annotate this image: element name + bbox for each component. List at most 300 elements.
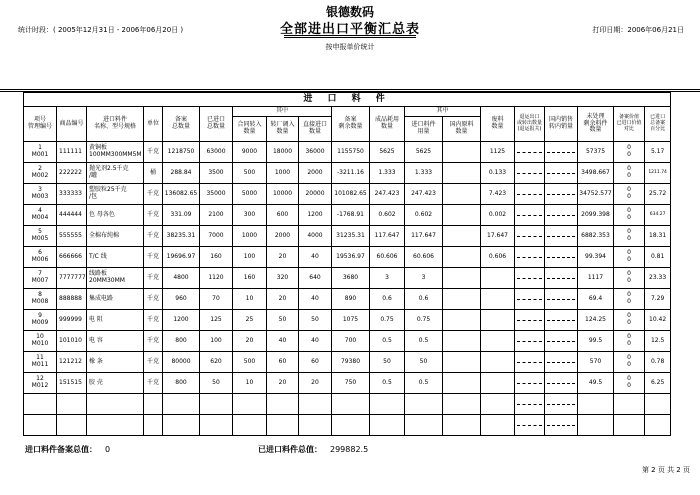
cell-direct-in: 36000 xyxy=(299,142,332,163)
cell-contract-in: 10 xyxy=(233,373,267,394)
dashed-placeholder xyxy=(547,257,575,258)
cell-empty xyxy=(163,415,200,436)
cell-factory-in: 50 xyxy=(267,310,299,331)
dashed-placeholder xyxy=(517,383,543,384)
cell-imported: 35000 xyxy=(200,184,233,205)
cell-return-export xyxy=(515,373,545,394)
col-product-use: 成品耗用 数量 xyxy=(370,107,405,142)
company-name: 银德数码 xyxy=(325,5,374,19)
cell-remain: 31235.31 xyxy=(332,226,370,247)
cell-return-export xyxy=(515,310,545,331)
cell-product-use: 0.6 xyxy=(370,289,405,310)
cell-seq: 10 M010 xyxy=(24,331,57,352)
dashed-placeholder xyxy=(547,425,575,426)
table-row xyxy=(24,247,671,268)
cell-domestic-sale xyxy=(545,184,578,205)
group-header-1: 其中 xyxy=(233,107,332,117)
cell-imported: 3500 xyxy=(200,163,233,184)
cell-unprocessed: 6882.353 xyxy=(578,226,614,247)
period-label: 统计时段： xyxy=(18,26,53,34)
col-contract-in: 合同转入 数量 xyxy=(233,117,267,142)
col-code: 商品编号 xyxy=(57,107,87,142)
cell-imported: 50 xyxy=(200,373,233,394)
cell-code: 7777777 xyxy=(57,268,87,289)
dashed-placeholder xyxy=(547,362,575,363)
cell-scrap: 7.423 xyxy=(481,184,515,205)
table-row xyxy=(24,226,671,247)
cell-direct-in: 20000 xyxy=(299,184,332,205)
cell-empty xyxy=(332,394,370,415)
cell-ratio-pct: 23.33 xyxy=(645,268,671,289)
cell-code: 555555 xyxy=(57,226,87,247)
dashed-placeholder xyxy=(517,320,543,321)
cell-return-export xyxy=(515,289,545,310)
cell-scrap: 17.647 xyxy=(481,226,515,247)
cell-scrap xyxy=(481,268,515,289)
table-row xyxy=(24,163,671,184)
cell-filed: 800 xyxy=(163,373,200,394)
col-filed-total: 备案 总数量 xyxy=(163,107,200,142)
dashed-placeholder xyxy=(547,215,575,216)
cell-ratio-pct: 18.31 xyxy=(645,226,671,247)
cell-scrap xyxy=(481,352,515,373)
period-value: ( 2005年12月31日 - 2006年06月20日 ) xyxy=(53,26,184,34)
cell-contract-in: 10 xyxy=(233,289,267,310)
cell-imported: 7000 xyxy=(200,226,233,247)
cell-unprocessed: 57375 xyxy=(578,142,614,163)
col-scrap: 废料 数量 xyxy=(481,107,515,142)
cell-value-ratio: 0 0 xyxy=(614,184,645,205)
dashed-placeholder xyxy=(547,278,575,279)
cell-domestic-use xyxy=(443,268,481,289)
cell-unprocessed: 570 xyxy=(578,352,614,373)
table-row xyxy=(24,331,671,352)
cell-product-use: 0.75 xyxy=(370,310,405,331)
cell-empty xyxy=(332,415,370,436)
cell-empty xyxy=(443,394,481,415)
cell-factory-in: 20 xyxy=(267,247,299,268)
cell-contract-in: 20 xyxy=(233,331,267,352)
period-info xyxy=(18,25,183,35)
cell-direct-in: 640 xyxy=(299,268,332,289)
cell-product-use: 0.602 xyxy=(370,205,405,226)
col-domestic-sale: 国内销售 转内销量 xyxy=(545,107,578,142)
cell-code: 444444 xyxy=(57,205,87,226)
dashed-placeholder xyxy=(517,299,543,300)
col-imported-total: 已进口 总数量 xyxy=(200,107,233,142)
cell-filed: 136082.65 xyxy=(163,184,200,205)
cell-direct-in: 40 xyxy=(299,247,332,268)
cell-name: 塑胶粒25千克 /包 xyxy=(87,184,144,205)
title-underline xyxy=(284,35,416,36)
empty-row xyxy=(24,415,671,436)
cell-ratio-pct: 10.42 xyxy=(645,310,671,331)
cell-empty xyxy=(370,415,405,436)
dashed-placeholder xyxy=(547,299,575,300)
col-return-export: 退运出口 或转出数量 (退运报关) xyxy=(515,107,545,142)
cell-empty xyxy=(233,394,267,415)
cell-value-ratio: 0 0 xyxy=(614,268,645,289)
cell-filed: 38235.31 xyxy=(163,226,200,247)
cell-unprocessed: 49.5 xyxy=(578,373,614,394)
banner-row xyxy=(24,93,671,107)
cell-imported: 2100 xyxy=(200,205,233,226)
table-row xyxy=(24,268,671,289)
cell-domestic-sale xyxy=(545,331,578,352)
cell-domestic-use xyxy=(443,352,481,373)
cell-value-ratio: 0 0 xyxy=(614,289,645,310)
cell-domestic-use xyxy=(443,205,481,226)
cell-unprocessed: 3498.667 xyxy=(578,163,614,184)
cell-direct-in: 40 xyxy=(299,289,332,310)
cell-ratio-pct: 0.78 xyxy=(645,352,671,373)
dashed-placeholder xyxy=(517,236,543,237)
cell-contract-in: 500 xyxy=(233,352,267,373)
cell-scrap xyxy=(481,310,515,331)
cell-return-export xyxy=(515,184,545,205)
cell-return-export xyxy=(515,163,545,184)
cell-domestic-use xyxy=(443,142,481,163)
dashed-placeholder xyxy=(547,194,575,195)
cell-material-use: 0.6 xyxy=(405,289,443,310)
cell-filed: 331.09 xyxy=(163,205,200,226)
cell-domestic-sale xyxy=(545,310,578,331)
cell-empty xyxy=(57,415,87,436)
cell-seq: 11 M011 xyxy=(24,352,57,373)
col-factory-in: 转厂调入 数量 xyxy=(267,117,299,142)
cell-empty xyxy=(299,415,332,436)
cell-code: 101010 xyxy=(57,331,87,352)
print-date-value: 2006年06月21日 xyxy=(627,26,684,34)
cell-empty xyxy=(405,415,443,436)
cell-domestic-sale xyxy=(545,352,578,373)
dashed-placeholder xyxy=(517,194,543,195)
cell-material-use: 0.5 xyxy=(405,373,443,394)
col-ratio-pct: 已进口 总备案 百分比 xyxy=(645,107,671,142)
report-subtitle: 按申报单价统计 xyxy=(325,43,375,51)
cell-return-export xyxy=(515,226,545,247)
cell-filed: 288.84 xyxy=(163,163,200,184)
cell-unprocessed: 69.4 xyxy=(578,289,614,310)
cell-name: 电 阻 xyxy=(87,310,144,331)
cell-empty xyxy=(370,394,405,415)
col-unprocessed: 未处理 剩余料件 数量 xyxy=(578,107,614,142)
cell-scrap: 0.133 xyxy=(481,163,515,184)
header-rule xyxy=(0,89,700,90)
dashed-placeholder xyxy=(547,236,575,237)
cell-ratio-pct: 25.72 xyxy=(645,184,671,205)
cell-remain: -1768.91 xyxy=(332,205,370,226)
dashed-placeholder xyxy=(547,152,575,153)
dashed-placeholder xyxy=(517,341,543,342)
dashed-placeholder xyxy=(517,362,543,363)
cell-seq: 2 M002 xyxy=(24,163,57,184)
banner-import-materials: 进 口 料 件 xyxy=(24,93,671,107)
cell-direct-in: 20 xyxy=(299,373,332,394)
cell-remain: 1155750 xyxy=(332,142,370,163)
cell-unit: 千克 xyxy=(144,331,163,352)
cell-material-use: 50 xyxy=(405,352,443,373)
cell-empty xyxy=(443,415,481,436)
cell-domestic-sale xyxy=(545,373,578,394)
cell-contract-in: 9000 xyxy=(233,142,267,163)
cell-code: 999999 xyxy=(57,310,87,331)
cell-direct-in: 1200 xyxy=(299,205,332,226)
balance-table xyxy=(23,92,671,436)
cell-remain: 101082.65 xyxy=(332,184,370,205)
cell-seq: 12 M012 xyxy=(24,373,57,394)
imported-total-value: 299882.5 xyxy=(330,445,369,454)
cell-remain: 890 xyxy=(332,289,370,310)
cell-product-use: 3 xyxy=(370,268,405,289)
cell-value-ratio: 0 0 xyxy=(614,310,645,331)
cell-unit: 千克 xyxy=(144,289,163,310)
cell-direct-in: 40 xyxy=(299,331,332,352)
cell-seq: 3 M003 xyxy=(24,184,57,205)
cell-empty xyxy=(515,394,545,415)
cell-scrap xyxy=(481,289,515,310)
col-remain: 备案 剩余数量 xyxy=(332,107,370,142)
cell-factory-in: 10000 xyxy=(267,184,299,205)
cell-product-use: 247.423 xyxy=(370,184,405,205)
cell-empty xyxy=(614,394,645,415)
cell-product-use: 0.5 xyxy=(370,331,405,352)
dashed-placeholder xyxy=(517,152,543,153)
cell-seq: 4 M004 xyxy=(24,205,57,226)
cell-empty xyxy=(545,415,578,436)
imported-total-summary xyxy=(258,444,368,455)
col-unit: 单位 xyxy=(144,107,163,142)
cell-direct-in: 4000 xyxy=(299,226,332,247)
cell-unit: 千克 xyxy=(144,352,163,373)
cell-remain: 1075 xyxy=(332,310,370,331)
cell-unit: 千克 xyxy=(144,247,163,268)
cell-empty xyxy=(144,415,163,436)
cell-ratio-pct: 6.25 xyxy=(645,373,671,394)
cell-scrap: 0.002 xyxy=(481,205,515,226)
cell-code: 121212 xyxy=(57,352,87,373)
cell-value-ratio: 0 0 xyxy=(614,226,645,247)
col-material-use: 进口料件 用量 xyxy=(405,117,443,142)
cell-filed: 1218750 xyxy=(163,142,200,163)
cell-code: 888888 xyxy=(57,289,87,310)
cell-code: 222222 xyxy=(57,163,87,184)
cell-empty xyxy=(645,394,671,415)
cell-unit: 千克 xyxy=(144,373,163,394)
cell-product-use: 5625 xyxy=(370,142,405,163)
cell-remain: 19536.97 xyxy=(332,247,370,268)
cell-product-use: 0.5 xyxy=(370,373,405,394)
cell-scrap xyxy=(481,331,515,352)
filed-total-value: 0 xyxy=(105,445,111,454)
cell-imported: 70 xyxy=(200,289,233,310)
cell-material-use: 5625 xyxy=(405,142,443,163)
dashed-placeholder xyxy=(517,425,543,426)
group-header-2: 其中 xyxy=(405,107,481,117)
cell-direct-in: 2000 xyxy=(299,163,332,184)
cell-seq: 5 M005 xyxy=(24,226,57,247)
cell-material-use: 247.423 xyxy=(405,184,443,205)
cell-ratio-pct: 0.81 xyxy=(645,247,671,268)
cell-unprocessed: 99.394 xyxy=(578,247,614,268)
imported-total-label: 已进口料件总值： xyxy=(258,445,322,454)
col-direct-in: 直接进口 数量 xyxy=(299,117,332,142)
cell-empty xyxy=(515,415,545,436)
cell-name: 集成电路 xyxy=(87,289,144,310)
cell-imported: 1120 xyxy=(200,268,233,289)
cell-seq: 1 M001 xyxy=(24,142,57,163)
cell-imported: 160 xyxy=(200,247,233,268)
cell-return-export xyxy=(515,331,545,352)
cell-factory-in: 1000 xyxy=(267,163,299,184)
cell-direct-in: 60 xyxy=(299,352,332,373)
cell-product-use: 60.606 xyxy=(370,247,405,268)
cell-seq: 6 M006 xyxy=(24,247,57,268)
cell-material-use: 117.647 xyxy=(405,226,443,247)
dashed-placeholder xyxy=(547,320,575,321)
cell-domestic-sale xyxy=(545,289,578,310)
dashed-placeholder xyxy=(547,404,575,405)
cell-empty xyxy=(200,394,233,415)
dashed-placeholder xyxy=(517,215,543,216)
dashed-placeholder xyxy=(517,278,543,279)
cell-material-use: 0.5 xyxy=(405,331,443,352)
cell-empty xyxy=(233,415,267,436)
cell-name: 抛光剂2.5千克 /罐 xyxy=(87,163,144,184)
cell-filed: 4800 xyxy=(163,268,200,289)
cell-value-ratio: 0 0 xyxy=(614,163,645,184)
dashed-placeholder xyxy=(517,404,543,405)
title-underline-2 xyxy=(284,37,416,38)
cell-value-ratio: 0 0 xyxy=(614,205,645,226)
cell-empty xyxy=(481,394,515,415)
cell-domestic-use xyxy=(443,331,481,352)
cell-empty xyxy=(24,394,57,415)
cell-empty xyxy=(614,415,645,436)
cell-imported: 125 xyxy=(200,310,233,331)
cell-domestic-use xyxy=(443,373,481,394)
cell-empty xyxy=(24,415,57,436)
cell-domestic-sale xyxy=(545,163,578,184)
cell-value-ratio: 0 0 xyxy=(614,142,645,163)
cell-remain: 750 xyxy=(332,373,370,394)
cell-name: 全棉布纯棉 xyxy=(87,226,144,247)
page-number: 第 2 页 共 2 页 xyxy=(641,466,690,474)
cell-ratio-pct: 634.27 xyxy=(645,205,671,226)
cell-unit: 千克 xyxy=(144,142,163,163)
cell-domestic-use xyxy=(443,247,481,268)
header-row-1 xyxy=(24,107,671,117)
cell-product-use: 117.647 xyxy=(370,226,405,247)
col-name: 进口料件 名称、型号规格 xyxy=(87,107,144,142)
cell-factory-in: 60 xyxy=(267,352,299,373)
cell-factory-in: 320 xyxy=(267,268,299,289)
cell-value-ratio: 0 0 xyxy=(614,331,645,352)
cell-empty xyxy=(578,415,614,436)
cell-factory-in: 40 xyxy=(267,331,299,352)
cell-empty xyxy=(200,415,233,436)
cell-domestic-use xyxy=(443,310,481,331)
cell-imported: 100 xyxy=(200,331,233,352)
cell-domestic-sale xyxy=(545,268,578,289)
dashed-placeholder xyxy=(547,173,575,174)
cell-ratio-pct: 5.17 xyxy=(645,142,671,163)
cell-product-use: 1.333 xyxy=(370,163,405,184)
cell-domestic-sale xyxy=(545,247,578,268)
cell-empty xyxy=(87,415,144,436)
cell-ratio-pct: 12.5 xyxy=(645,331,671,352)
cell-unit: 千克 xyxy=(144,310,163,331)
cell-imported: 63000 xyxy=(200,142,233,163)
cell-domestic-use xyxy=(443,226,481,247)
cell-code: 666666 xyxy=(57,247,87,268)
cell-material-use: 1.333 xyxy=(405,163,443,184)
cell-return-export xyxy=(515,205,545,226)
cell-name: 色 母各色 xyxy=(87,205,144,226)
cell-ratio-pct: 1211.74 xyxy=(645,163,671,184)
cell-unprocessed: 34752.577 xyxy=(578,184,614,205)
cell-material-use: 60.606 xyxy=(405,247,443,268)
cell-empty xyxy=(545,394,578,415)
report-title: 全部进出口平衡汇总表 xyxy=(279,22,420,37)
cell-unprocessed: 99.5 xyxy=(578,331,614,352)
cell-filed: 1200 xyxy=(163,310,200,331)
filed-total-label: 进口料件备案总值： xyxy=(25,445,97,454)
cell-empty xyxy=(481,415,515,436)
cell-code: 111111 xyxy=(57,142,87,163)
cell-domestic-sale xyxy=(545,142,578,163)
cell-factory-in: 20 xyxy=(267,373,299,394)
cell-return-export xyxy=(515,268,545,289)
cell-contract-in: 160 xyxy=(233,268,267,289)
col-domestic-use: 国内原料 数量 xyxy=(443,117,481,142)
cell-name: T/C 线 xyxy=(87,247,144,268)
filed-total-summary xyxy=(25,444,110,455)
cell-contract-in: 5000 xyxy=(233,184,267,205)
cell-filed: 80000 xyxy=(163,352,200,373)
cell-unit: 千克 xyxy=(144,226,163,247)
cell-code: 333333 xyxy=(57,184,87,205)
cell-unit: 桶 xyxy=(144,163,163,184)
col-seq: 项号 管理编号 xyxy=(24,107,57,142)
cell-unit: 千克 xyxy=(144,184,163,205)
cell-filed: 960 xyxy=(163,289,200,310)
cell-direct-in: 50 xyxy=(299,310,332,331)
table-row xyxy=(24,205,671,226)
cell-empty xyxy=(267,415,299,436)
cell-name: 电 容 xyxy=(87,331,144,352)
cell-scrap: 0.606 xyxy=(481,247,515,268)
cell-empty xyxy=(267,394,299,415)
cell-ratio-pct: 7.29 xyxy=(645,289,671,310)
cell-unprocessed: 2099.398 xyxy=(578,205,614,226)
dashed-placeholder xyxy=(517,173,543,174)
cell-domestic-use xyxy=(443,289,481,310)
cell-remain: 79380 xyxy=(332,352,370,373)
cell-unprocessed: 124.25 xyxy=(578,310,614,331)
cell-empty xyxy=(645,415,671,436)
print-date xyxy=(592,25,684,35)
cell-empty xyxy=(163,394,200,415)
cell-return-export xyxy=(515,247,545,268)
cell-empty xyxy=(57,394,87,415)
cell-material-use: 0.75 xyxy=(405,310,443,331)
cell-factory-in: 18000 xyxy=(267,142,299,163)
cell-filed: 800 xyxy=(163,331,200,352)
cell-value-ratio: 0 0 xyxy=(614,352,645,373)
cell-domestic-sale xyxy=(545,205,578,226)
cell-product-use: 50 xyxy=(370,352,405,373)
